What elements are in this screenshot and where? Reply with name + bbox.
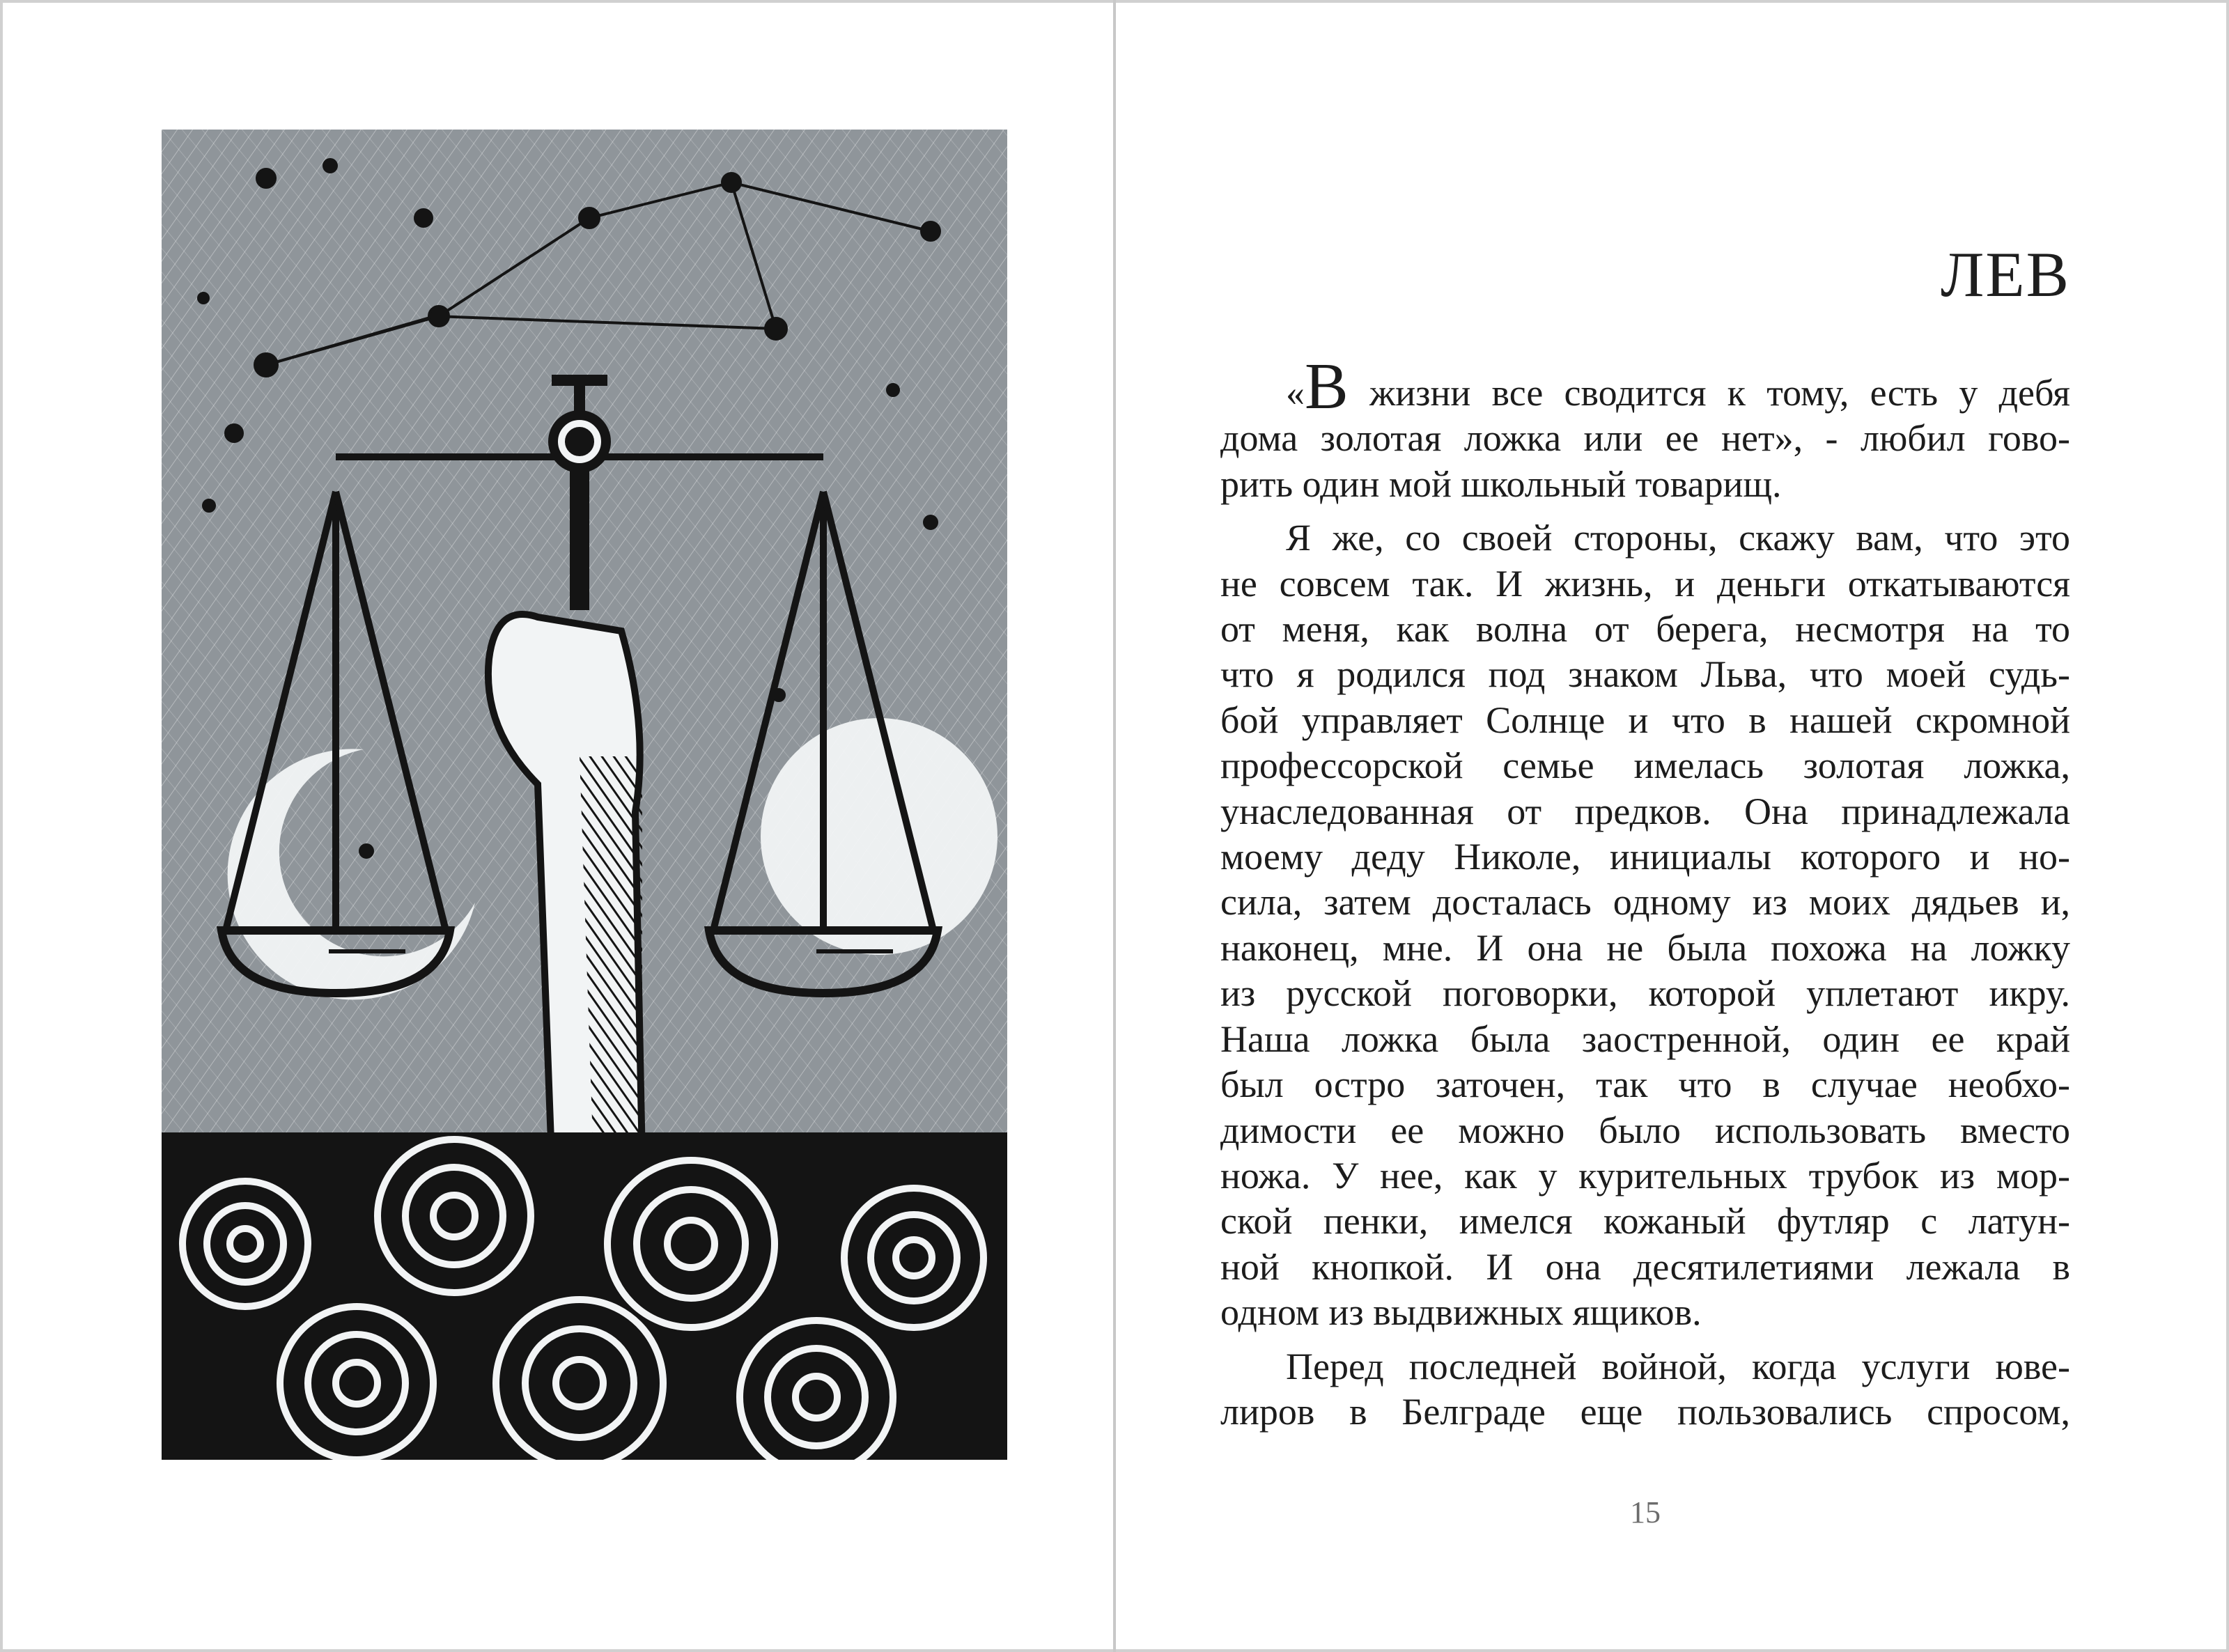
opening-quote: « [1286,372,1305,414]
chapter-title: ЛЕВ [1941,239,2070,310]
paragraph-line: профессорской семье имелась золотая ложка, [1220,745,2070,787]
paragraph-line: Я же, со своей стороны, скажу вам, что это [1286,517,2070,559]
paragraph-line: от меня, как волна от берега, несмотря на то [1220,608,2070,650]
drop-cap: В [1305,350,1349,423]
line-text: жизни все сводится к тому, есть у дебя [1348,372,2070,414]
paragraph-line [1220,350,2070,423]
paragraph-line: дома золотая ложка или ее нет», - любил гово- [1220,417,2070,460]
paragraph-line: Наша ложка была заостренной, один ее край [1220,1018,2070,1060]
paragraph-line: не совсем так. И жизнь, и деньги откатываются [1220,562,2070,605]
paragraph-line: унаследованная от предков. Она принадлежала [1220,790,2070,832]
paragraph-line: бой управляет Солнце и что в нашей скромной [1220,699,2070,741]
sun-icon [761,718,997,955]
paragraph-line: моему деду Николе, инициалы которого и но- [1220,836,2070,878]
text-page [1220,0,2070,1652]
scales-illustration [162,130,1007,1460]
paragraph-line: наконец, мне. И она не была похожа на ложку [1220,926,2070,969]
paragraph-line: рить один мой школьный товарищ. [1220,462,1782,505]
page-number: 15 [1630,1495,1661,1529]
paragraph-line: лиров в Белграде еще пользовались спросом, [1220,1390,2070,1433]
waves-icon [162,1132,1007,1460]
paragraph-line: ной кнопкой. И она десятилетиями лежала в [1220,1245,2070,1288]
paragraph-line: ской пенки, имелся кожаный футляр с латун- [1220,1200,2070,1242]
paragraph-line: из русской поговорки, которой уплетают икру. [1220,972,2070,1015]
body-text [1220,350,2070,1443]
scales-illustration-svg [162,130,1007,1460]
book-gutter [1113,0,1116,1652]
paragraph-2 [1220,515,2070,1335]
paragraph-line: ножа. У нее, как у курительных трубок из мор- [1220,1154,2070,1197]
paragraph-1 [1220,350,2070,507]
paragraph-line: Перед последней войной, когда услуги юве- [1286,1345,2070,1387]
paragraph-line: димости ее можно было использовать вместо [1220,1109,2070,1151]
paragraph-line: сила, затем досталась одному из моих дядьев и, [1220,881,2070,924]
paragraph-line: был остро заточен, так что в случае необхо- [1220,1063,2070,1106]
paragraph-line: одном из выдвижных ящиков. [1220,1291,1702,1334]
paragraph-3 [1220,1344,2070,1435]
paragraph-line: что я родился под знаком Льва, что моей судь- [1220,653,2070,696]
